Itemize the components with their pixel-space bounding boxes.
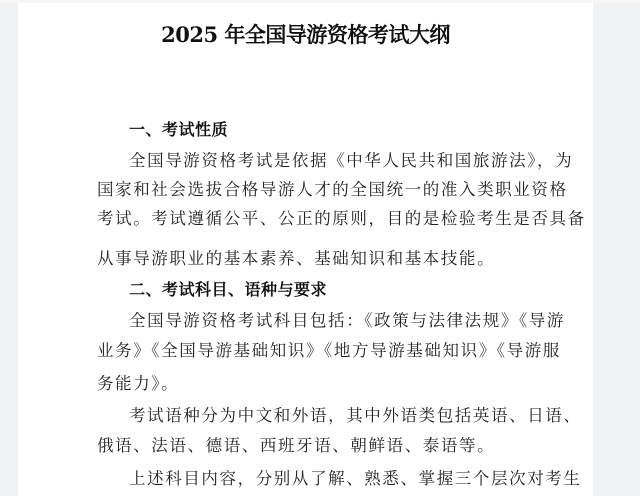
- paragraph-line: 务能力》。: [97, 374, 180, 393]
- paragraph-line: 俄语、法语、德语、西班牙语、朝鲜语、泰语等。: [97, 436, 496, 455]
- paragraph-line: 考试。考试遵循公平、公正的原则，目的是检验考生是否具备: [97, 209, 586, 228]
- paragraph-line: 从事导游职业的基本素养、基础知识和基本技能。: [97, 249, 496, 268]
- section-heading-2: 二、考试科目、语种与要求: [129, 280, 328, 299]
- paragraph-line: 考试语种分为中文和外语，其中外语类包括英语、日语、: [129, 406, 582, 425]
- paragraph-line: 全国导游资格考试科目包括：《政策与法律法规》《导游: [129, 311, 565, 330]
- document-page: [18, 3, 593, 496]
- document-title: 2025 年全国导游资格考试大纲: [161, 22, 450, 47]
- paragraph-line: 业务》《全国导游基础知识》《地方导游基础知识》《导游服: [97, 341, 561, 360]
- paragraph-line: 国家和社会选拔合格导游人才的全国统一的准入类职业资格: [97, 180, 568, 199]
- section-heading-1: 一、考试性质: [129, 120, 229, 139]
- paragraph-line: 上述科目内容，分别从了解、熟悉、掌握三个层次对考生: [129, 469, 582, 488]
- paragraph-line: 全国导游资格考试是依据《中华人民共和国旅游法》，为: [129, 151, 574, 170]
